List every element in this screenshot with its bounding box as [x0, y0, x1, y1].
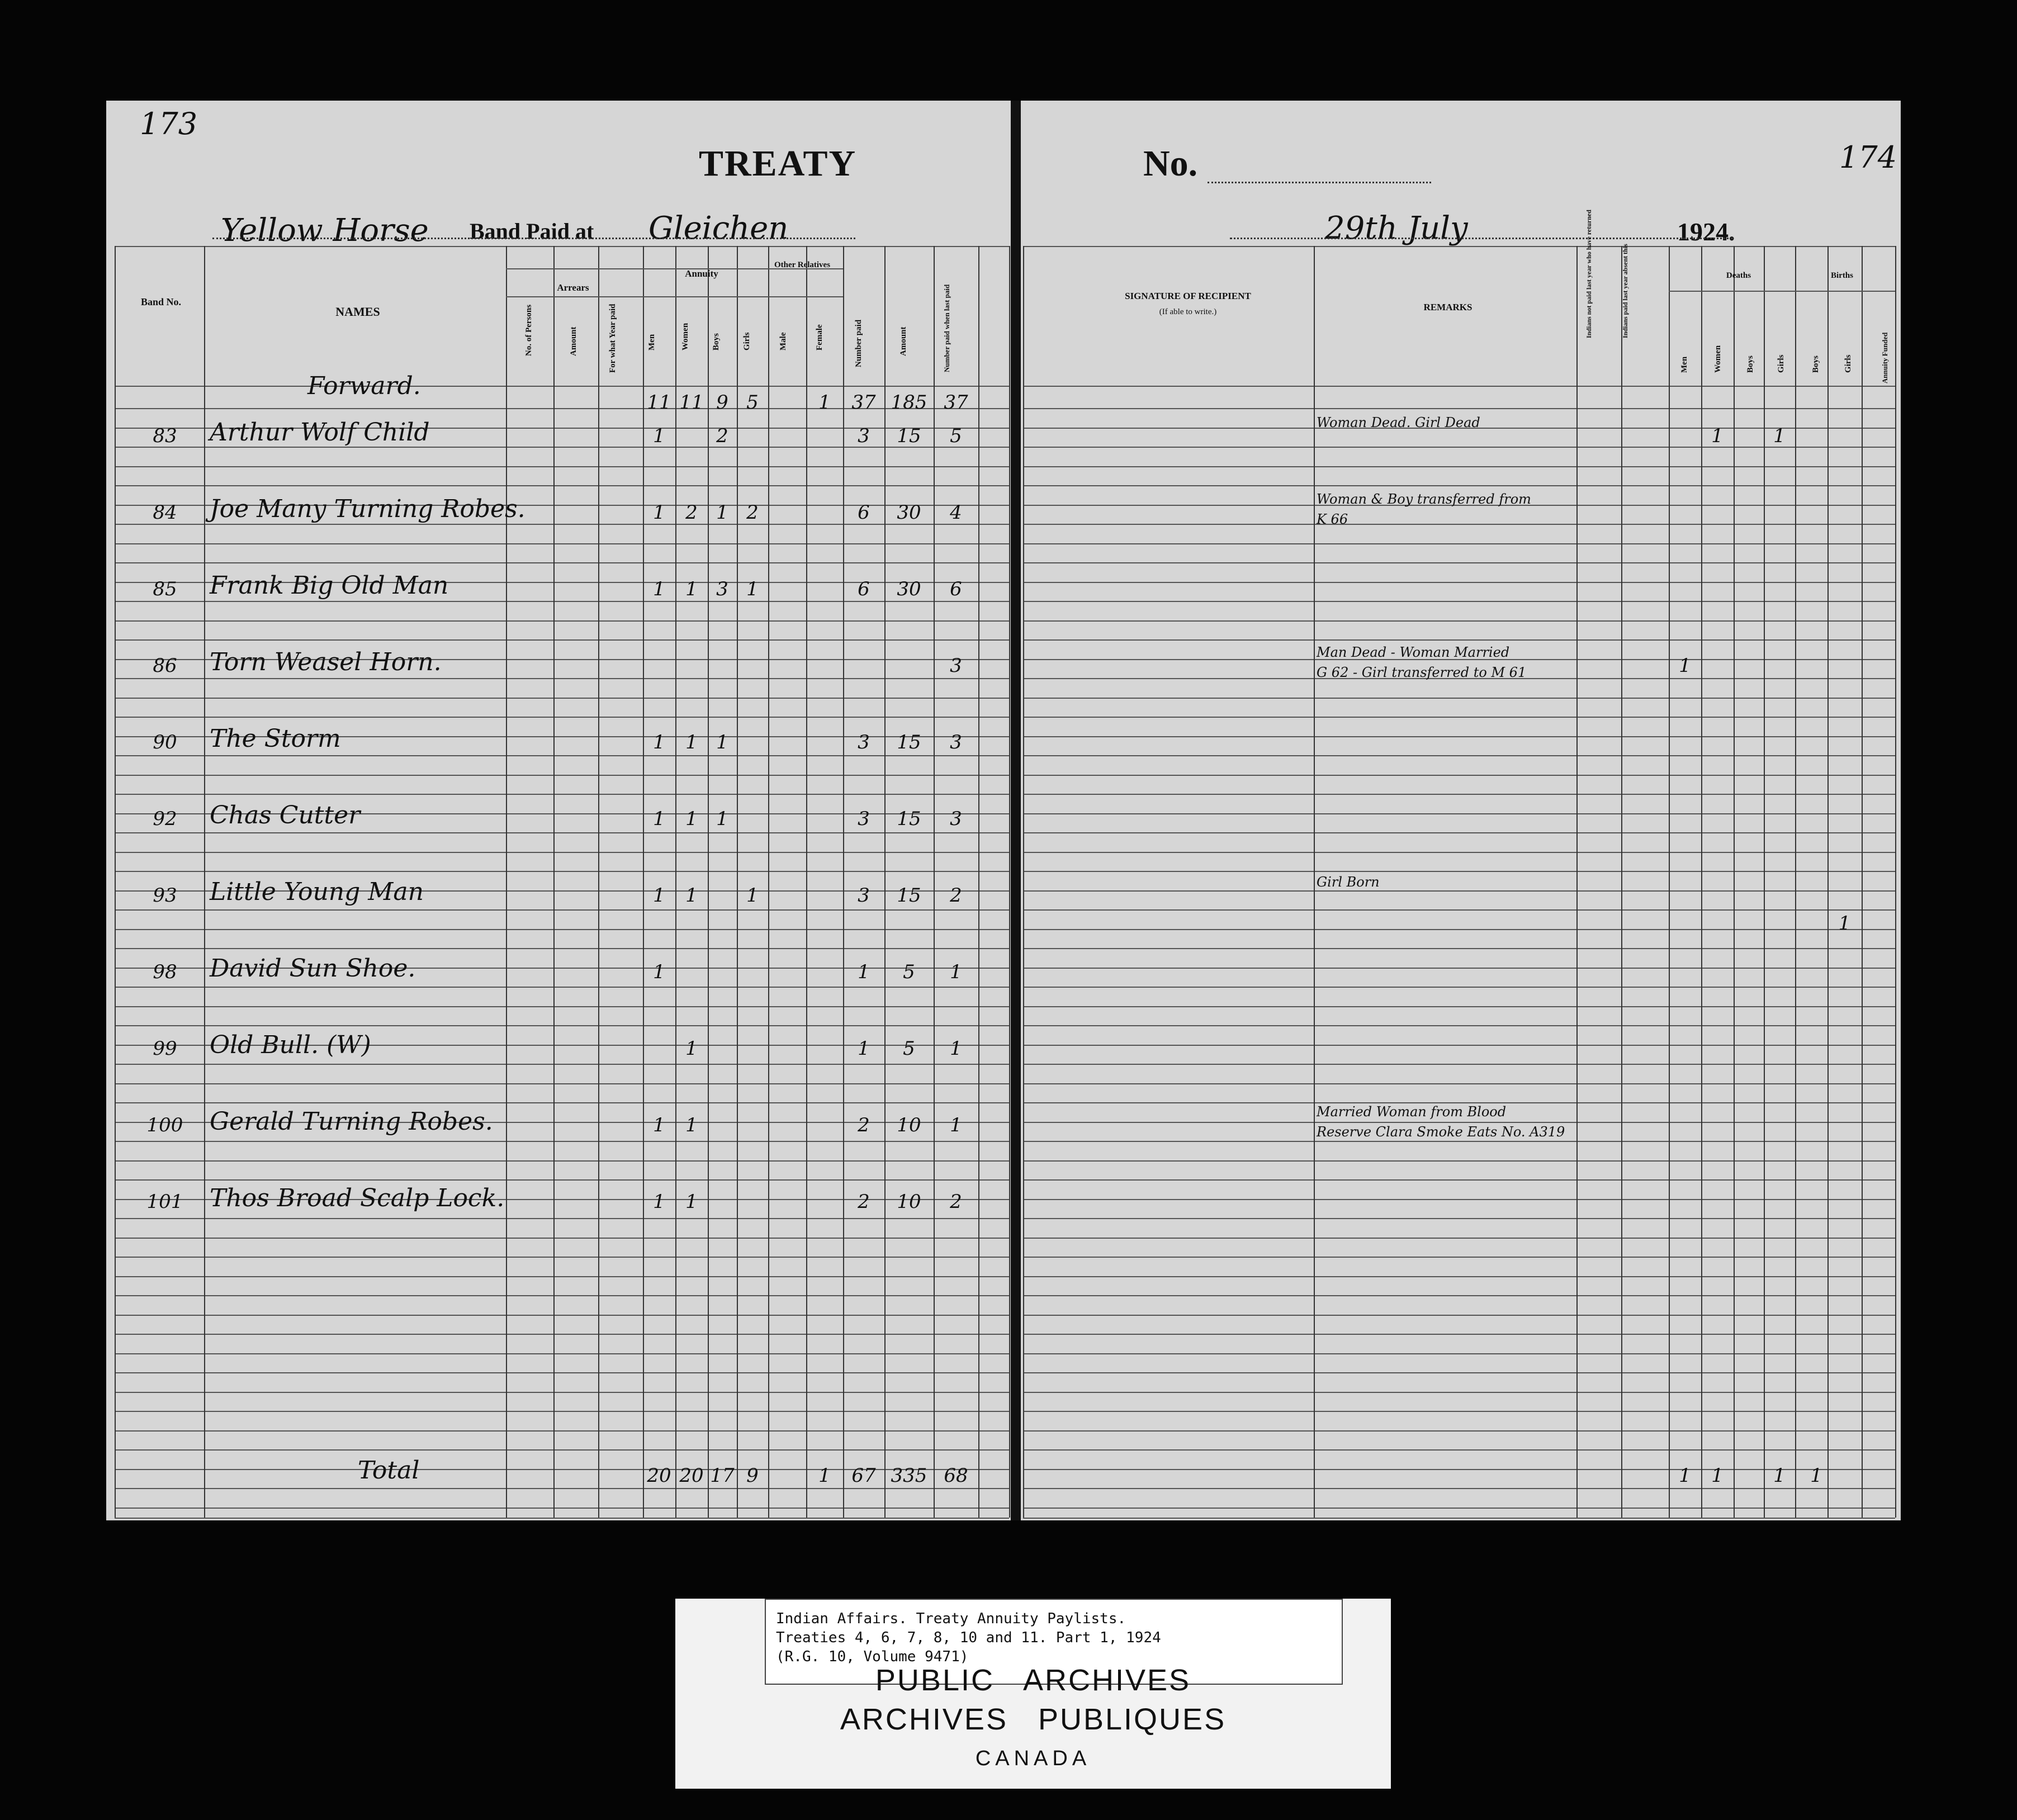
annuity-funded-header: Annuity Funded — [1881, 332, 1889, 383]
arrears-header: Arrears — [557, 282, 589, 293]
annuity-women: 1 — [685, 1191, 698, 1213]
amount: 10 — [897, 1191, 921, 1213]
forward-last-paid: 37 — [944, 391, 968, 414]
number-paid: 3 — [858, 731, 870, 753]
total-female: 1 — [818, 1464, 831, 1487]
treaty-no-label: No. — [1143, 143, 1198, 184]
number-paid: 3 — [858, 808, 870, 830]
member-name: Little Young Man — [210, 878, 424, 906]
archive-label-card — [675, 1599, 1391, 1789]
ruled-line — [115, 1449, 1009, 1451]
forward-girls: 5 — [746, 391, 759, 414]
archive-ref-line3: (R.G. 10, Volume 9471) — [776, 1648, 969, 1665]
column-rule — [978, 246, 979, 1518]
member-name: David Sun Shoe. — [210, 954, 416, 983]
signature-header: SIGNATURE OF RECIPIENT — [1125, 291, 1251, 301]
number-paid-last: 3 — [950, 655, 962, 677]
ruled-line — [115, 386, 1009, 387]
archive-ref-line2: Treaties 4, 6, 7, 8, 10 and 11. Part 1, 1924 — [776, 1629, 1161, 1646]
number-paid-last: 4 — [950, 501, 962, 524]
ruled-line — [115, 485, 1009, 486]
pay-year: 1924. — [1677, 217, 1735, 246]
number-paid-last: 3 — [950, 731, 962, 753]
band-no-header: Band No. — [140, 296, 182, 307]
ruled-line — [1023, 1518, 1895, 1519]
ruled-line — [115, 948, 1009, 949]
archive-title-en: PUBLIC ARCHIVES — [875, 1663, 1191, 1697]
annuity-boys: 2 — [716, 425, 728, 447]
column-rule — [1795, 246, 1796, 1518]
arrears-amount-header: Amount — [569, 326, 578, 356]
remark-line: Woman & Boy transferred from — [1317, 491, 1531, 507]
band-name: Yellow Horse — [221, 212, 429, 249]
column-rule — [1576, 246, 1578, 1518]
other-relatives-header: Other Relatives — [774, 260, 831, 269]
column-rule — [1621, 246, 1622, 1518]
ruled-line — [506, 268, 643, 269]
amount: 15 — [897, 731, 921, 753]
annuity-men: 1 — [653, 884, 665, 907]
forward-female: 1 — [818, 391, 831, 414]
column-rule — [1314, 246, 1315, 1518]
annuity-women-header: Women — [681, 323, 690, 350]
number-paid-last: 1 — [950, 1114, 962, 1136]
number-paid-header: Number paid — [854, 319, 863, 367]
ruled-line — [768, 296, 843, 297]
ruled-line — [115, 698, 1009, 699]
names-header: NAMES — [335, 305, 380, 319]
column-rule — [1895, 246, 1896, 1518]
ruled-line — [115, 794, 1009, 795]
column-rule — [806, 246, 807, 1518]
annuity-men: 1 — [653, 1191, 665, 1213]
forward-women: 11 — [679, 391, 704, 414]
ruled-line — [115, 1257, 1009, 1258]
member-name: Joe Many Turning Robes. — [210, 495, 525, 523]
annuity-boys: 1 — [716, 808, 728, 830]
column-rule — [204, 246, 205, 1518]
total-girls: 9 — [746, 1464, 759, 1487]
archive-ref-line1: Indian Affairs. Treaty Annuity Paylists. — [776, 1610, 1126, 1627]
ruled-line — [115, 543, 1009, 544]
annuity-men: 1 — [653, 501, 665, 524]
annuity-men: 1 — [653, 1114, 665, 1136]
deaths-men-header: Men — [1680, 356, 1689, 373]
arrears-persons-header: No. of Persons — [524, 304, 533, 356]
band-number: 83 — [153, 425, 177, 447]
ruled-line — [115, 601, 1009, 602]
ruled-line — [115, 1392, 1009, 1393]
forward-number-paid: 37 — [851, 391, 876, 414]
band-number: 85 — [153, 578, 177, 600]
page-number-right: 174 — [1839, 140, 1897, 175]
total-deaths-women: 1 — [1711, 1464, 1724, 1487]
annuity-boys-header: Boys — [712, 333, 721, 350]
annuity-girls: 2 — [746, 501, 759, 524]
archive-title-fr: ARCHIVES PUBLIQUES — [840, 1703, 1227, 1736]
band-number: 84 — [153, 501, 177, 524]
ruled-line — [115, 1141, 1009, 1142]
deaths-boys-header: Boys — [1746, 356, 1755, 373]
ruled-line — [115, 755, 1009, 756]
ruled-line — [115, 1160, 1009, 1162]
column-rule — [598, 246, 599, 1518]
remark-line: Man Dead - Woman Married — [1317, 644, 1510, 660]
ruled-line — [115, 1315, 1009, 1316]
other-female-header: Female — [815, 324, 824, 350]
ruled-line — [115, 1518, 1009, 1519]
band-line — [212, 238, 855, 239]
number-paid-last: 2 — [950, 884, 962, 907]
ruled-line — [115, 678, 1009, 679]
annuity-men-header: Men — [647, 334, 656, 350]
number-paid-last-header: Number paid when last paid — [943, 284, 951, 372]
band-number: 101 — [146, 1191, 183, 1213]
column-rule — [1734, 246, 1735, 1518]
ruled-line — [115, 1006, 1009, 1007]
ruled-line — [115, 909, 1009, 911]
annuity-women: 1 — [685, 731, 698, 753]
ruled-line — [115, 466, 1009, 467]
deaths-girls: 1 — [1773, 425, 1786, 447]
ruled-line — [115, 987, 1009, 988]
amount: 30 — [897, 578, 921, 600]
amount: 15 — [897, 425, 921, 447]
annuity-men: 1 — [653, 961, 665, 983]
annuity-women: 1 — [685, 578, 698, 600]
number-paid: 2 — [858, 1191, 870, 1213]
deaths-women-header: Women — [1713, 345, 1722, 373]
forward-label: Forward. — [307, 372, 421, 400]
annuity-men: 1 — [653, 808, 665, 830]
number-paid: 6 — [858, 578, 870, 600]
band-number: 90 — [153, 731, 177, 753]
total-deaths-men: 1 — [1679, 1464, 1691, 1487]
remark-line: K 66 — [1317, 511, 1348, 527]
annuity-men: 1 — [653, 578, 665, 600]
total-label: Total — [358, 1456, 420, 1485]
number-paid-last: 2 — [950, 1191, 962, 1213]
amount-header: Amount — [899, 326, 908, 356]
ruled-line — [115, 620, 1009, 622]
column-rule — [506, 246, 507, 1518]
number-paid: 2 — [858, 1114, 870, 1136]
page-number-left: 173 — [140, 106, 198, 141]
amount: 5 — [903, 1037, 915, 1060]
number-paid: 1 — [858, 961, 870, 983]
forward-amount: 185 — [891, 391, 927, 414]
other-male-header: Male — [779, 332, 788, 350]
treaty-heading: TREATY — [699, 143, 857, 184]
ruled-line — [115, 1025, 1009, 1026]
archive-country: CANADA — [975, 1747, 1091, 1770]
band-number: 98 — [153, 961, 177, 983]
amount: 15 — [897, 884, 921, 907]
ruled-line — [115, 562, 1009, 563]
total-number-paid: 67 — [851, 1464, 876, 1487]
ruled-line — [115, 1083, 1009, 1084]
ruled-line — [115, 1102, 1009, 1103]
column-rule — [1009, 246, 1010, 1518]
ruled-line — [1669, 291, 1895, 292]
births-girls-header: Girls — [1844, 354, 1853, 373]
total-women: 20 — [679, 1464, 704, 1487]
annuity-women: 2 — [685, 501, 698, 524]
member-name: The Storm — [210, 724, 341, 753]
number-paid-last: 1 — [950, 1037, 962, 1060]
ruled-line — [115, 832, 1009, 833]
pay-date: 29th July — [1325, 210, 1468, 247]
remarks-header: REMARKS — [1423, 302, 1472, 312]
amount: 15 — [897, 808, 921, 830]
column-rule — [1827, 246, 1829, 1518]
member-name: Old Bull. (W) — [210, 1031, 371, 1059]
ruled-line — [115, 717, 1009, 718]
annuity-header: Annuity — [685, 268, 718, 279]
paid-at-place: Gleichen — [648, 210, 789, 247]
remark-line: Woman Dead. Girl Dead — [1317, 415, 1480, 430]
column-rule — [768, 246, 769, 1518]
column-rule — [675, 246, 676, 1518]
annuity-women: 1 — [685, 884, 698, 907]
band-number: 93 — [153, 884, 177, 907]
number-paid-last: 3 — [950, 808, 962, 830]
remark-line: Girl Born — [1317, 874, 1380, 890]
ruled-line — [115, 775, 1009, 776]
remark-line: Reserve Clara Smoke Eats No. A319 — [1317, 1124, 1565, 1140]
ruled-line — [115, 1064, 1009, 1065]
total-amount: 335 — [891, 1464, 927, 1487]
deaths-girls-header: Girls — [1777, 354, 1786, 373]
member-name: Frank Big Old Man — [210, 571, 449, 600]
column-rule — [115, 246, 116, 1518]
forward-boys: 9 — [716, 391, 728, 414]
ruled-line — [115, 1411, 1009, 1412]
annuity-men: 1 — [653, 731, 665, 753]
remark-line: G 62 - Girl transferred to M 61 — [1317, 665, 1527, 680]
ruled-line — [115, 1430, 1009, 1432]
member-name: Torn Weasel Horn. — [210, 648, 442, 676]
amount: 5 — [903, 961, 915, 983]
number-paid-last: 1 — [950, 961, 962, 983]
member-name: Thos Broad Scalp Lock. — [210, 1184, 505, 1212]
annuity-boys: 3 — [716, 578, 728, 600]
forward-men: 11 — [647, 391, 671, 414]
annuity-women: 1 — [685, 808, 698, 830]
ruled-line — [115, 1488, 1009, 1489]
column-rule — [1862, 246, 1863, 1518]
total-births-boys: 1 — [1810, 1464, 1822, 1487]
ruled-line — [115, 852, 1009, 853]
date-line — [1230, 238, 1733, 239]
arrears-year-header: For what Year paid — [608, 304, 617, 373]
number-paid: 3 — [858, 884, 870, 907]
annuity-boys: 1 — [716, 731, 728, 753]
treaty-no-line — [1208, 182, 1431, 183]
ruled-line — [115, 871, 1009, 872]
births-header: Births — [1830, 271, 1853, 280]
annuity-girls: 1 — [746, 884, 759, 907]
ruled-line — [115, 1238, 1009, 1239]
annuity-boys: 1 — [716, 501, 728, 524]
amount: 10 — [897, 1114, 921, 1136]
number-paid-last: 6 — [950, 578, 962, 600]
amount: 30 — [897, 501, 921, 524]
annuity-girls-header: Girls — [742, 332, 751, 350]
births-boys-header: Boys — [1811, 356, 1820, 373]
deaths-header: Deaths — [1726, 271, 1751, 280]
annuity-men: 1 — [653, 425, 665, 447]
band-paid-at-label: Band Paid at — [470, 219, 594, 244]
column-rule — [553, 246, 555, 1518]
deaths-women: 1 — [1711, 425, 1724, 447]
annuity-women: 1 — [685, 1114, 698, 1136]
band-number: 100 — [146, 1114, 183, 1136]
ruled-line — [506, 296, 643, 297]
ruled-line — [115, 1179, 1009, 1181]
ruled-line — [115, 1334, 1009, 1335]
number-paid: 1 — [858, 1037, 870, 1060]
signature-subheader: (If able to write.) — [1159, 307, 1217, 316]
ruled-line — [115, 1276, 1009, 1277]
number-paid: 3 — [858, 425, 870, 447]
total-last-paid: 68 — [944, 1464, 968, 1487]
total-boys: 17 — [710, 1464, 735, 1487]
member-name: Arthur Wolf Child — [210, 418, 430, 447]
deaths-men: 1 — [1679, 655, 1691, 677]
number-paid-last: 5 — [950, 425, 962, 447]
remark-line: Married Woman from Blood — [1317, 1104, 1507, 1120]
member-name: Gerald Turning Robes. — [210, 1107, 493, 1136]
not-paid-returned-header: Indians not paid last year who have returned — [1585, 210, 1593, 338]
ruled-line — [115, 1372, 1009, 1373]
ruled-line — [115, 929, 1009, 930]
band-number: 99 — [153, 1037, 177, 1060]
ruled-line — [115, 1353, 1009, 1354]
ruled-line — [115, 524, 1009, 525]
ruled-line — [643, 296, 768, 297]
ruled-line — [115, 1295, 1009, 1296]
annuity-women: 1 — [685, 1037, 698, 1060]
ruled-line — [115, 639, 1009, 641]
annuity-girls: 1 — [746, 578, 759, 600]
band-number: 92 — [153, 808, 177, 830]
total-deaths-girls: 1 — [1773, 1464, 1786, 1487]
book-spine — [1011, 101, 1021, 1520]
births-girls: 1 — [1838, 912, 1851, 935]
ruled-line — [115, 1508, 1009, 1509]
band-number: 86 — [153, 655, 177, 677]
ruled-line — [115, 1218, 1009, 1219]
column-rule — [1023, 246, 1024, 1518]
paid-last-year-absent-header: Indians paid last year absent this — [1621, 244, 1629, 338]
column-rule — [737, 246, 738, 1518]
column-rule — [1669, 246, 1670, 1518]
total-men: 20 — [647, 1464, 671, 1487]
number-paid: 6 — [858, 501, 870, 524]
member-name: Chas Cutter — [210, 801, 361, 830]
